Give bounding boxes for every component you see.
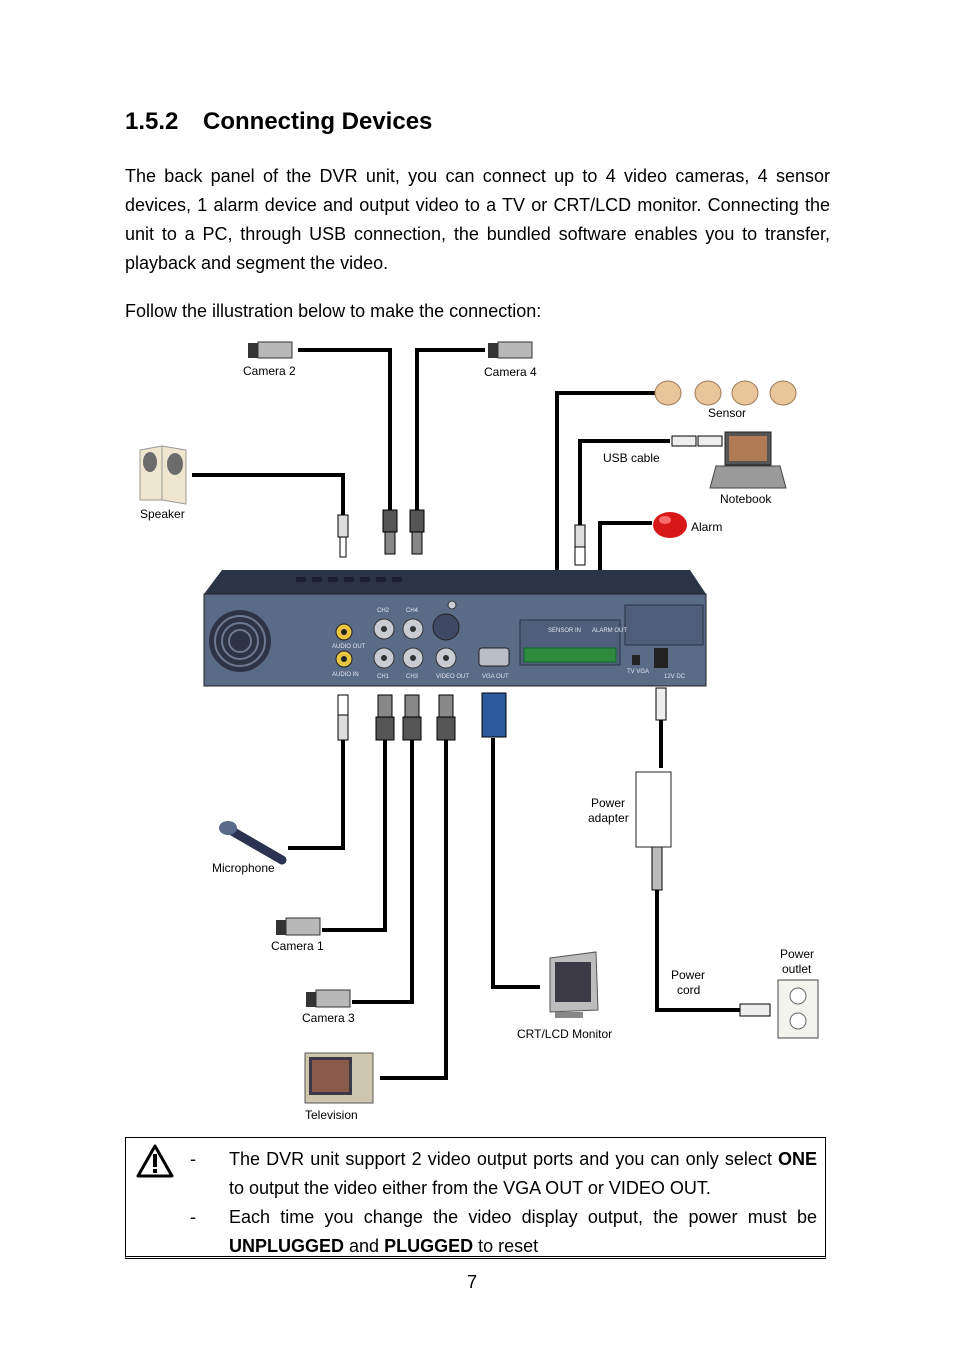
note-text (229, 1203, 817, 1261)
section-title: Connecting Devices (203, 108, 433, 135)
camera2-icon (248, 342, 292, 358)
note-emphasis: PLUGGED (384, 1236, 474, 1256)
label-notebook: Notebook (720, 492, 772, 506)
intro-paragraph: The back panel of the DVR unit, you can connect up to 4 video cameras, 4 sensor devices, 1 alarm device and output video to a TV or CRT/LCD monitor. Connecting the unit to a PC, through USB connection, the bundled software enables you to transfer, playback and segment the video. (125, 166, 830, 273)
section-heading (125, 108, 432, 136)
note-emphasis: UNPLUGGED (229, 1236, 345, 1256)
label-power-adapter-2: adapter (588, 811, 629, 825)
note-text-part: to output the video either from the VGA OUT or VIDEO OUT. (229, 1178, 711, 1198)
panel-label-audio-in: AUDIO IN (332, 672, 359, 678)
label-power-adapter-1: Power (591, 796, 626, 810)
label-speaker: Speaker (140, 507, 185, 521)
sensor-cable (557, 393, 655, 600)
speaker-icon (140, 446, 186, 504)
dvr-back-panel (204, 570, 706, 686)
label-camera4: Camera 4 (484, 365, 537, 379)
panel-label-ch1: CH1 (377, 674, 390, 680)
page-number: 7 (467, 1272, 478, 1292)
label-microphone: Microphone (212, 861, 275, 875)
crt-monitor-icon (550, 952, 598, 1018)
label-camera1: Camera 1 (271, 939, 324, 953)
camera1-icon (276, 918, 320, 935)
camera3-cable (352, 740, 412, 1002)
sensor-icon (655, 381, 796, 405)
label-power-outlet-1: Power (780, 947, 815, 961)
label-power-cord-1: Power (671, 968, 706, 982)
panel-label-ch2: CH2 (377, 608, 390, 614)
panel-label-audio-out: AUDIO OUT (332, 644, 366, 650)
label-camera3: Camera 3 (302, 1011, 355, 1025)
camera3-icon (306, 990, 350, 1007)
panel-label-tv-vga: TV VGA (627, 669, 650, 675)
note-emphasis: ONE (777, 1149, 817, 1169)
panel-label-vga-out: VGA OUT (482, 674, 509, 680)
alarm-icon (653, 512, 687, 538)
note-text (229, 1145, 817, 1203)
note-text-part: The DVR unit support 2 video output ports and you can only select (229, 1149, 778, 1169)
panel-label-dc: 12V DC (664, 674, 686, 680)
section-number: 1.5.2 (125, 108, 179, 135)
panel-label-ch4: CH4 (406, 608, 419, 614)
label-crt-monitor: CRT/LCD Monitor (517, 1027, 613, 1041)
power-adapter-icon (636, 772, 671, 847)
label-television: Television (305, 1108, 358, 1122)
power-outlet-icon (778, 980, 818, 1038)
label-camera2: Camera 2 (243, 364, 296, 378)
vga-cable (493, 738, 540, 987)
panel-label-video-out: VIDEO OUT (436, 674, 470, 680)
note-dash: - (190, 1149, 196, 1169)
microphone-icon (219, 821, 282, 860)
usb-plug-icon (672, 436, 722, 446)
caution-note (125, 1137, 826, 1259)
note-text-part: to reset (473, 1236, 539, 1256)
connection-diagram (0, 330, 954, 1130)
panel-label-sensor-in: SENSOR IN (548, 628, 582, 634)
note-dash: - (190, 1207, 196, 1227)
panel-label-alarm-out: ALARM OUT (592, 628, 628, 634)
note-text-part: and (344, 1236, 385, 1256)
follow-paragraph: Follow the illustration below to make the connection: (125, 301, 542, 321)
television-icon (305, 1053, 373, 1103)
label-sensor: Sensor (708, 406, 747, 420)
speaker-cable (192, 475, 343, 515)
microphone-cable (288, 740, 343, 848)
warning-triangle-icon (136, 1144, 174, 1178)
label-power-cord-2: cord (677, 983, 701, 997)
camera1-cable (322, 740, 385, 930)
label-usb-cable: USB cable (603, 451, 660, 465)
label-power-outlet-2: outlet (782, 962, 812, 976)
camera4-icon (488, 342, 532, 358)
panel-label-ch3: CH3 (406, 674, 419, 680)
camera4-cable (417, 350, 485, 510)
label-alarm: Alarm (691, 520, 723, 534)
note-text-part: Each time you change the video display output, the power must be (229, 1207, 817, 1227)
